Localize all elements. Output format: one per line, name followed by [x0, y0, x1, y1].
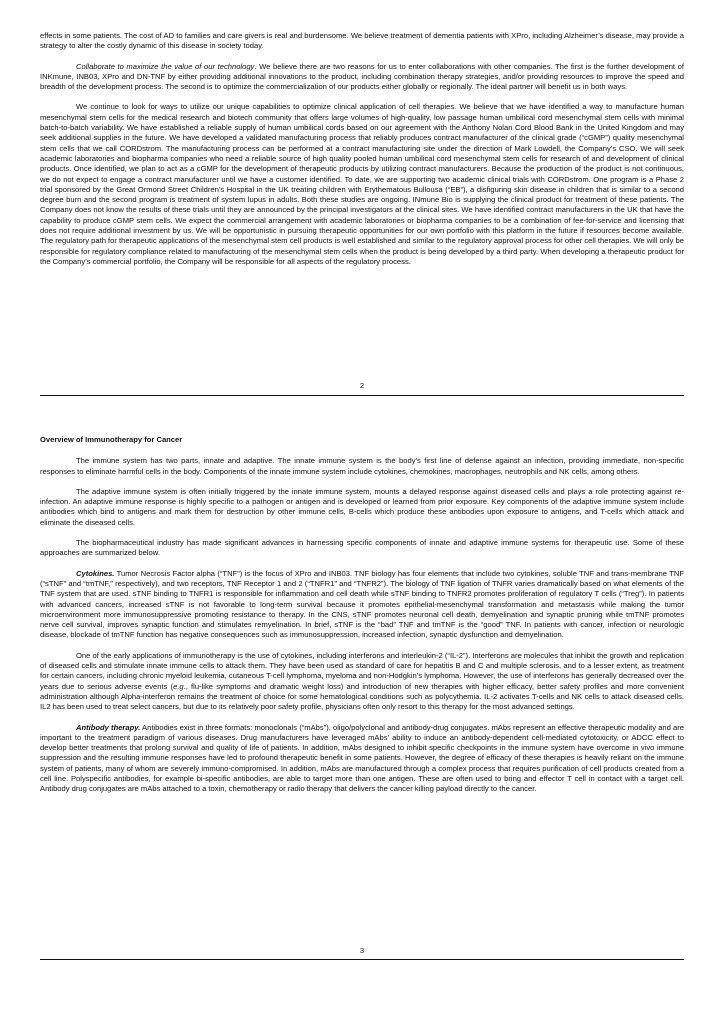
page-number: 2 [359, 381, 365, 390]
page-divider [40, 395, 684, 396]
paragraph: One of the early applications of immunotherapy is the use of cytokines, including interferons and interleukin-2 (“IL-2”). Interferons are molecules that inhibit the growth and replication of diseased cells and stimulate innate immune cells to attack them. They have been used as standard of care for hepatitis B and C and multiple sclerosis, and to a lesser extent, as treatment for certain cancers, including chronic myeloid leukemia, cutaneous T-cell lymphoma, myeloma and non-Hodgkin’s lymphoma. However, the use of interferons has generally decreased over the years due to serious adverse events (e.g., flu-like symptoms and dramatic weight loss) and introduction of new therapies with higher efficacy, better safety profiles and more convenient administration although Alpha-interferon remains the treatment of choice for some hematological conditions such as polycythemia. IL-2 activates T-cells and NK cells to attack diseased cells. IL2 has been used to treat select cancers, but due to its relatively poor safety profile, physicians often only resort to this therapy for the most advanced settings. [40, 650, 684, 712]
paragraph: The immune system has two parts, innate and adaptive. The innate immune system is the body’s first line of defense against an infection, providing immediate, non-specific responses to eliminate harmful cells in the body. Components of the innate immune system include cytokines, chemokines, macrophages, neutrophils and NK cells, among others. [40, 456, 684, 476]
paragraph: Collaborate to maximize the value of our technology. We believe there are two reasons for us to enter collaborations with other companies. The first is the further development of INKmune, INB03, XPro and DN-TNF by either providing additional innovations to the product, including combination therapy strategies, and/or providing resources to improve the speed and breadth of the development process. The second is to optimize the commercialization of our products either globally or regionally. The ideal partner will benefit us in both ways. [40, 61, 684, 92]
paragraph-lead: Cytokines. [76, 568, 115, 578]
paragraph: We continue to look for ways to utilize our unique capabilities to optimize clinical application of cell therapies. We believe that we have identified a way to manufacture human mesenchymal stem cells for the medical research and biotech community that offers large volumes of high-quality, low passage human umbilical cord mesenchymal stem cells with minimal batch-to-batch variability. We have established a reliable supply of human umbilical cords based on our agreement with the Anthony Nolan Cord Blood Bank in the United Kingdom and may seek additional supplies in the future. We have developed a validated manufacturing process that reliably produces contract manufacturer of the clinical grade (“cGMP”) quality mesenchymal stem cells that we call CORDstrom. The manufacturing process can be performed at a contract manufacturing site under the direction of Mark Lowdell, the Company’s CSO. We will seek academic laboratories and biopharma companies who need a reliable source of high quality pooled human umbilical cord mesenchymal stem cells for research of and development of clinical products. Once identified, we plan to act as a cGMP for the development of therapeutic products by utilizing contract manufacturers. Because the production of the product is not continuous, we do not expect to engage a contract manufacturer until we have a customer identified. To date, we are supporting two academic clinical trials with CORDstrom. One program is a Phase 2 trial sponsored by the Great Ormond Street Children’s Hospital in the UK treating children with Erythematous Bullousa (“EB”), a disfiguring skin disease in children that is similar to a second degree burn and the second program is treatment of system lupus in adults. Both these studies are ongoing. INmune Bio is supplying the clinical product for treatment of these patients. The Company does not know the results of these trials until they are announced by the principal investigators at the clinical sites. We have identified contract manufacturers in the UK that have the capability to produce cGMP stem cells. We expect the commercial arrangement with academic laboratories or biopharma companies to be a combination of fee-for-service and licensing that does not require additional investment by us. We will be opportunistic in pursuing therapeutic opportunities for our own portfolio with this platform in the future if resources become available. The regulatory path for therapeutic applications of the mesenchymal stem cell products is well established and similar to the regulatory approval process for other cell therapies. We will only be responsible for regulatory compliance related to manufacturing of the mesenchymal stem cells when the product is being developed by a third party. When developing a therapeutic product for the Company’s commercial portfolio, the Company will be responsible for all aspects of the regulatory process. [40, 102, 684, 266]
paragraph-lead: Antibody therapy. [76, 722, 141, 732]
page-3-content [40, 435, 684, 795]
page-divider [40, 959, 684, 960]
paragraph: The adaptive immune system is often initially triggered by the innate immune system, mounts a delayed response against diseased cells and plays a role protecting against re-infection. An adaptive immune response is highly specific to a pathogen or antigen and is developed or learned from prior exposure. Key components of the adaptive immune system include antibodies which bind to antigens and mark them for destruction by other immune cells, B-cells which produce these antibodies upon exposure to antigens, and T-cells which attack and eliminate the diseased cells. [40, 486, 684, 527]
paragraph: Cytokines. Tumor Necrosis Factor alpha (“TNF”) is the focus of XPro and INB03. TNF biology has four elements that include two cytokines, soluble TNF and trans-membrane TNF (“sTNF” and “tmTNF,” respectively), and two receptors, TNF Receptor 1 and 2 (“TNFR1” and “TNFR2”). The biology of TNF ligation of TNFR varies dramatically based on what elements of the TNF system that are used. sTNF binding to TNFR1 is responsible for inflammation and cell death while sTNF binding to TNFR2 promotes proliferation of regulatory T cells (“Treg”). In patients with advanced cancers, increased sTNF is not favorable to long-term survival because it promotes epithelial-mesenchymal transformation and metastasis while making the tumor microenvironment more immunosuppressive promoting resistance to therapy. In the CNS, sTNF promotes neuronal cell death, demyelination and synaptic pruning while tmTNF promotes nerve cell survival, improves synaptic function and stimulates remyelination. In brief, sTNF is the “bad” TNF and tmTNF is the “good” TNF. In patients with cancer, infection or neurologic disease, blockade of tmTNF function has negative consequences such as immunosuppression, increased infection, synaptic dysfunction and demyelination. [40, 568, 684, 640]
paragraph-lead: Collaborate to maximize the value of our technology [76, 61, 255, 71]
section-heading: Overview of Immunotherapy for Cancer [40, 435, 183, 444]
page-2-fragment [40, 31, 684, 267]
paragraph: Antibody therapy. Antibodies exist in three formats: monoclonals (“mAbs”), oligo/polyclonal and antibody-drug conjugates. mAbs represent an effective therapeutic modality and are important to the treatment paradigm of various diseases. Drug manufacturers have leveraged mAbs’ ability to induce an antibody-dependent cell-mediated cytotoxicity, or ADCC effect to develop better treatments that prolong survival and quality of life of patients. In addition, mAbs designed to inhibit specific checkpoints in the immune system have overcome in vivo immune suppression and the resulting immune responses have led to profound therapeutic benefit in some patients. However, the degree of efficacy of these therapies is heavily reliant on the immune system of patients, many of whom are severely immuno-compromised. In addition, mAbs are manufactured through a complex process that requires purification of cell products created from a cell line. Polyspecific antibodies, for example bi-specific antibodies, are able to target more than one antigen. These are often used to bring and effector T cell in contact with a target cell. Antibody drug conjugates are mAbs attached to a toxin, chemotherapy or radio therapy that delivers the cancer killing payload directly to the cancer. [40, 722, 684, 794]
paragraph: effects in some patients. The cost of AD to families and care givers is real and burdensome. We believe treatment of dementia patients with XPro, including Alzheimer’s disease, may provide a strategy to alter the costly dynamic of this disease in society today. [40, 31, 684, 51]
page-number: 3 [359, 946, 365, 955]
paragraph: The biopharmaceutical industry has made significant advances in harnessing specific components of innate and adaptive immune systems for therapeutic use. Some of these approaches are summarized below. [40, 538, 684, 558]
